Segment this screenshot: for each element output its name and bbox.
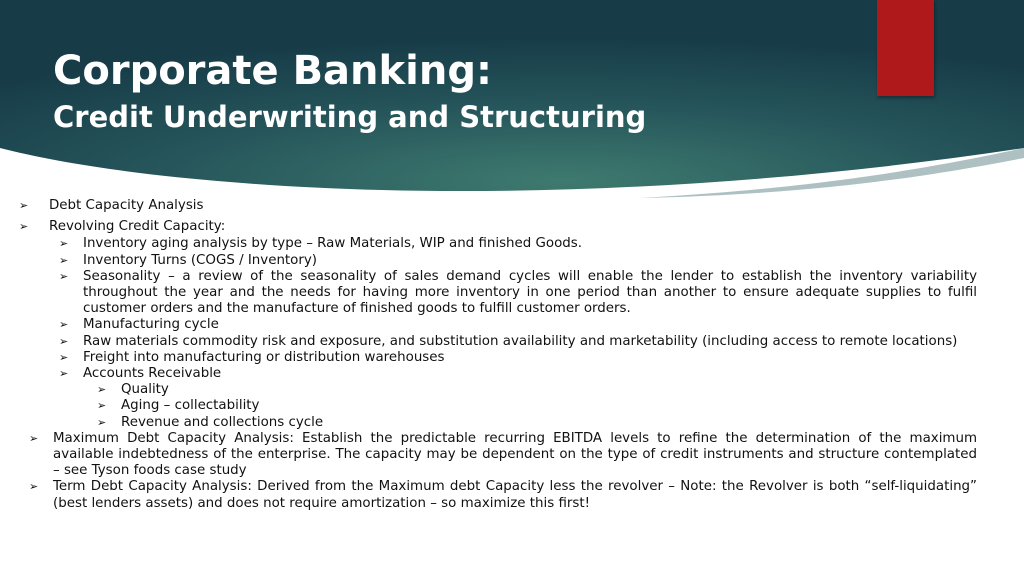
slide-title: Corporate Banking: — [53, 48, 492, 94]
arrow-bullet-icon: ➢ — [59, 269, 69, 283]
sub-sub-item-aging — [97, 398, 977, 414]
arrow-bullet-icon: ➢ — [97, 399, 107, 413]
revolving-sublist — [59, 236, 977, 382]
arrow-bullet-icon: ➢ — [19, 199, 29, 212]
arrow-bullet-icon: ➢ — [59, 334, 69, 348]
capacity-list — [0, 431, 1024, 512]
sub-item-text: Accounts Receivable — [83, 366, 222, 382]
bullet-list — [0, 198, 1024, 235]
arrow-bullet-icon: ➢ — [59, 350, 69, 364]
sub-item-inventory-turns — [59, 252, 977, 269]
sub-item-text: Inventory Turns (COGS / Inventory) — [83, 252, 318, 268]
sub-item-text: Seasonality – a review of the seasonality of sales demand cycles will enable the lender to establish the inventory variability throughout the year and the needs for having more inventory in one period than another to ensure adequate supplies to fulfil customer orders and the manufacture of finished goods to fulfill customer orders. — [83, 268, 977, 317]
list-item-max-debt — [29, 430, 977, 480]
sub-item-seasonality — [59, 268, 977, 318]
sub-item-raw-materials — [59, 333, 977, 350]
arrow-bullet-icon: ➢ — [59, 318, 69, 332]
arrow-bullet-icon: ➢ — [59, 367, 69, 381]
sub-item-text: Manufacturing cycle — [83, 317, 219, 333]
list-item-text: Debt Capacity Analysis — [49, 198, 204, 213]
sub-item-manufacturing-cycle — [59, 317, 977, 333]
list-item-text: Maximum Debt Capacity Analysis: Establish the predictable recurring EBITDA levels to refine the determination of the maximum available indebtedness of the enterprise. The capacity may be dependent on the type of credit instruments and structure contemplated – see Tyson foods case study — [53, 430, 977, 479]
accent-bar — [877, 0, 934, 96]
sub-item-inventory-aging — [59, 236, 977, 252]
arrow-bullet-icon: ➢ — [59, 253, 69, 267]
sub-item-freight — [59, 349, 977, 366]
sub-sub-item-text: Revenue and collections cycle — [121, 414, 324, 430]
list-item-revolving — [19, 219, 977, 235]
sub-sub-item-quality — [97, 382, 977, 398]
arrow-bullet-icon: ➢ — [97, 383, 107, 397]
arrow-bullet-icon: ➢ — [29, 431, 39, 445]
sub-item-text: Inventory aging analysis by type – Raw Materials, WIP and finished Goods. — [83, 236, 583, 252]
sub-sub-item-revenue-cycle — [97, 414, 977, 431]
sub-item-text: Raw materials commodity risk and exposure, and substitution availability and marketability (including access to remote locations) — [83, 333, 958, 349]
arrow-bullet-icon: ➢ — [59, 237, 69, 251]
sub-item-text: Freight into manufacturing or distribution warehouses — [83, 349, 445, 365]
slide-subtitle: Credit Underwriting and Structuring — [53, 100, 647, 134]
list-item-text: Revolving Credit Capacity: — [49, 219, 226, 235]
list-item-debt-capacity — [19, 198, 977, 214]
slide-body — [0, 198, 1024, 512]
list-item-text: Term Debt Capacity Analysis: Derived from the Maximum debt Capacity less the revolver – Note: the Revolver is both “self-liquidating” (best lenders assets) and does not require amortization – so maximize this first! — [53, 479, 977, 511]
sub-item-accounts-receivable — [59, 366, 977, 382]
arrow-bullet-icon: ➢ — [97, 415, 107, 429]
arrow-bullet-icon: ➢ — [19, 220, 29, 234]
list-item-term-debt — [29, 479, 977, 511]
sub-sub-item-text: Quality — [121, 382, 169, 398]
receivable-sublist — [97, 382, 977, 431]
arrow-bullet-icon: ➢ — [29, 480, 39, 494]
sub-sub-item-text: Aging – collectability — [121, 398, 260, 414]
title-banner — [0, 0, 1024, 200]
